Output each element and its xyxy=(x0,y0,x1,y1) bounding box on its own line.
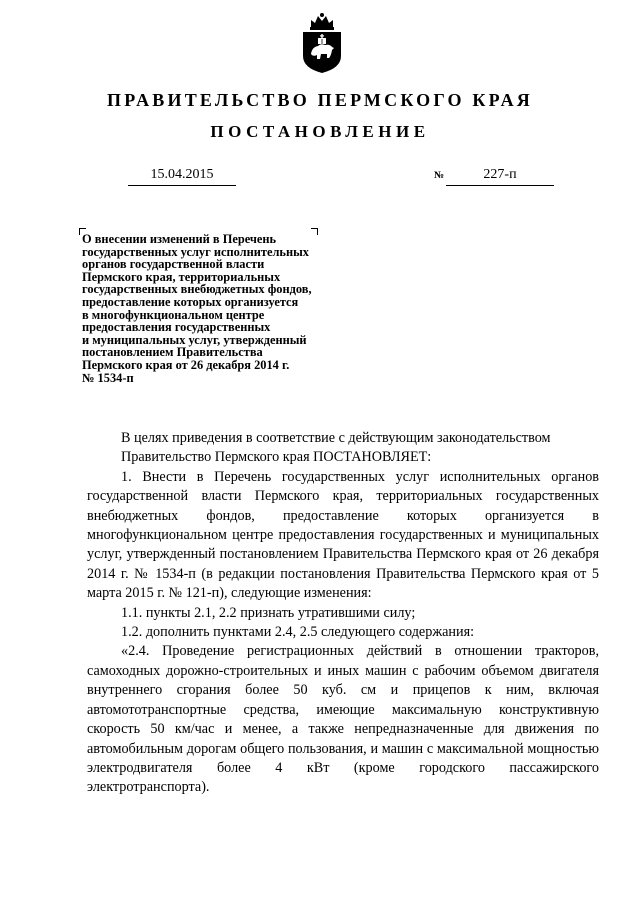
organization-title: ПРАВИТЕЛЬСТВО ПЕРМСКОГО КРАЯ xyxy=(107,90,533,110)
perm-krai-coat-of-arms-icon xyxy=(299,12,345,74)
document-number: 227-п xyxy=(446,165,554,186)
body-paragraph-item-1: 1. Внести в Перечень государственных услуг исполнительных органов государственной власти Пермского края, территориальных государственных внебюджетных фондов, предоставление которых организуется в многофункциональном центре предоставления государственных и муниципальных услуг, утвержденный постановлением Правительства Пермского края от 26 декабря 2014 г. № 1534-п (в редакции постановления Правительства Пермского края от 5 марта 2015 г. № 121-п), следующие изменения: xyxy=(87,468,599,602)
body-paragraph-item-1-2: 1.2. дополнить пунктами 2.4, 2.5 следующего содержания: xyxy=(121,624,475,641)
body-paragraph-preamble: В целях приведения в соответствие с действующим законодательством xyxy=(121,430,551,446)
document-body xyxy=(87,429,599,798)
document-subject: О внесении изменений в Перечень государственных услуг исполнительных органов государственной власти Пермского края, территориальных государственных внебюджетных фондов, предоставление которых организуется в многофункциональном центре предоставления государственных и муниципальных услуг, утвержденный постановлением Правительства Пермского края от 26 декабря 2014 г. № 1534-п xyxy=(82,232,312,385)
body-paragraph-item-1-1: 1.1. пункты 2.1, 2.2 признать утратившими силу; xyxy=(121,604,416,621)
document-date: 15.04.2015 xyxy=(128,165,236,186)
number-sign: № xyxy=(434,170,445,181)
body-paragraph-item-2-4: «2.4. Проведение регистрационных действий в отношении тракторов, самоходных дорожно-строительных и иных машин с рабочим объемом двигателя внутреннего сгорания более 50 куб. см и прицепов к ним, включая автомототранспортные средства, имеющие максимальную конструктивную скорость 50 км/час и менее, а также непредназначенные для движения по автомобильным дорогам общего пользования, и машин с максимальной мощностью электродвигателя более 4 кВт (кроме городского пассажирского электротранспорта). xyxy=(87,643,599,796)
document-type: ПОСТАНОВЛЕНИЕ xyxy=(210,122,430,141)
body-paragraph-resolves: Правительство Пермского края ПОСТАНОВЛЯЕТ: xyxy=(121,449,432,466)
